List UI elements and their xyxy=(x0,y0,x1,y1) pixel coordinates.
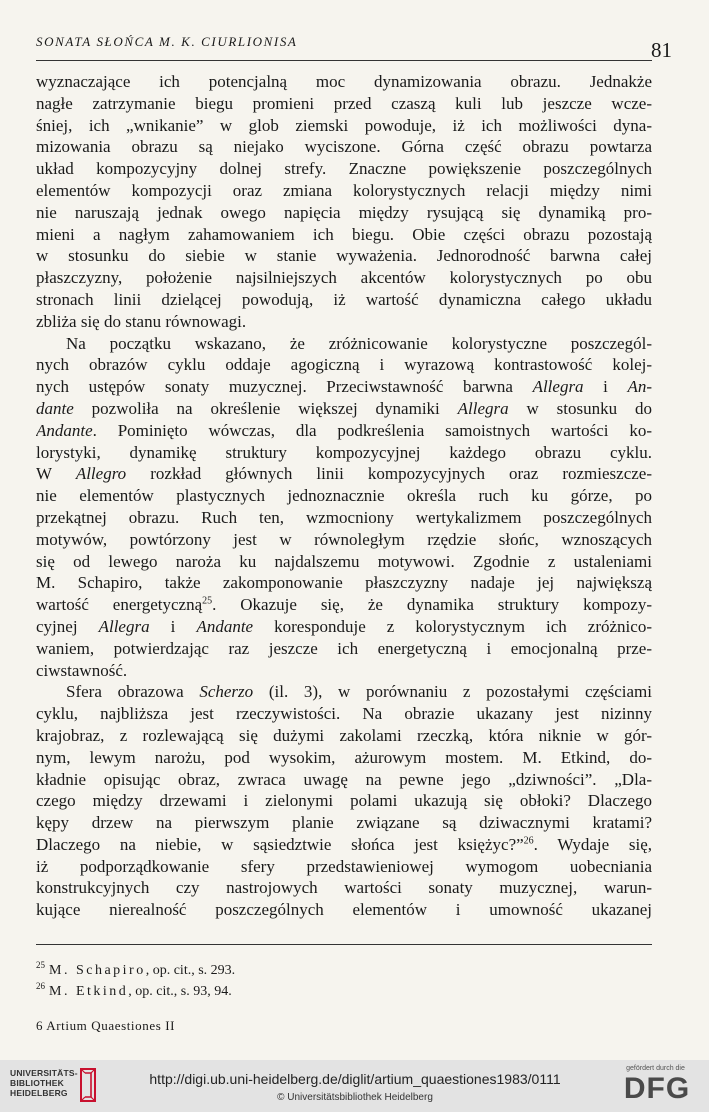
footnote-rule xyxy=(36,944,652,945)
text-line: Dlaczego na niebie, w sąsiedztwie słońca jest księżyc?”$^{26}$. Wydaje się, xyxy=(36,834,652,854)
text-line: płaszczyzny, położenie najsilniejszych akcentów kolorystycznych po obu xyxy=(36,268,652,288)
text-line: nym, lewym narożu, pod wysokim, ażurowym mostem. M. Etkind, do- xyxy=(36,747,652,767)
page-number: 81 xyxy=(651,38,672,62)
footnote: $^{26}$ M. Etkind, op. cit., s. 93, 94. xyxy=(36,981,232,999)
paragraph-start: Na początku wskazano, że zróżnicowanie kolorystyczne poszczegól- xyxy=(66,333,652,353)
footnote: $^{25}$ M. Schapiro, op. cit., s. 293. xyxy=(36,960,236,978)
body-text xyxy=(36,71,652,921)
text-line: konstrukcyjnych czy nastrojowych wartości sonaty muzycznej, warun- xyxy=(36,878,652,898)
text-line: iż podporządkowanie sfery przedstawieniowej wymogom uobecniania xyxy=(36,856,652,876)
text-line: cyjnej Allegra i Andante koresponduje z kolorystycznym ich zróżnico- xyxy=(36,616,652,636)
text-line: dante pozwoliła na określenie większej dynamiki Allegra w stosunku do xyxy=(36,398,652,418)
paragraph-start: Sfera obrazowa Scherzo (il. 3), w porównaniu z pozostałymi częściami xyxy=(66,682,652,702)
text-line: stronach linii dzielącej powodują, iż wartość dynamiczna całego układu xyxy=(36,289,652,309)
text-line: ciwstawność. xyxy=(36,660,128,680)
text-line: elementów kompozycji oraz zmiana kolorystycznych relacji między nimi xyxy=(36,180,652,200)
copyright-text: © Universitätsbibliothek Heidelberg xyxy=(277,1092,433,1103)
printer-signature: 6 Artium Quaestiones II xyxy=(36,1018,176,1033)
text-line: cyklu, najbliższa jest rzeczywistości. Na obrazie ukazany jest nizinny xyxy=(36,704,652,724)
text-line: mizowania obrazu są niejako wyciszone. Górna część obrazu powtarza xyxy=(36,137,652,157)
text-line: kujące nierealność poszczególnych elementów i umowność ukazanej xyxy=(36,900,652,920)
text-line: kępy drzew na pierwszym planie związane są dziwacznymi kratami? xyxy=(36,813,652,833)
text-line: M. Schapiro, także zakomponowanie płaszczyzny nadaje jej największą xyxy=(36,573,652,593)
text-line: mieni a nagłym zahamowaniem ich biegu. Obie części obrazu pozostają xyxy=(36,224,652,244)
text-line: Andante. Pominięto wówczas, dla podkreślenia samoistnych wartości ko- xyxy=(36,420,652,440)
text-line: układ kompozycyjny dolnej strefy. Znaczne powiększenie poszczególnych xyxy=(36,159,652,179)
funded-by-label: gefördert durch die xyxy=(626,1065,685,1072)
library-logo-icon xyxy=(77,1065,99,1105)
text-line: śniej, ich „wnikanie” w glob ziemski powoduje, iż ich możliwości dyna- xyxy=(36,115,652,135)
text-line: nych ustępów sonaty muzycznej. Przeciwstawność barwna Allegra i An- xyxy=(36,377,652,397)
text-line: się od lewego naroża ku najdalszemu motywowi. Zgodnie z ustaleniami xyxy=(36,551,652,571)
text-line: W Allegro rozkład głównych linii kompozycyjnych oraz rozmieszcze- xyxy=(36,464,652,484)
text-line: zbliża się do stanu równowagi. xyxy=(36,311,247,331)
text-line: czego między drzewami i zielonymi polami ukazują się obłoki? Dlaczego xyxy=(36,791,652,811)
library-logo-text: UNIVERSITÄTS- BIBLIOTHEK HEIDELBERG xyxy=(10,1068,78,1098)
text-line: nie naruszają jednak owego napięcia między rysującą się dynamiką pro- xyxy=(36,202,652,222)
text-line: wartość energetyczną$^{25}$. Okazuje się, że dynamika struktury kompozy- xyxy=(36,595,652,615)
dfg-logo: DFG xyxy=(623,1072,691,1105)
source-url-link[interactable]: http://digi.ub.uni-heidelberg.de/diglit/artium_quaestiones1983/0111 xyxy=(149,1071,561,1087)
footnote-ref: 25 xyxy=(202,595,213,607)
text-line: waniem, potwierdzając raz jeszcze ich energetyczną i emocjonalną prze- xyxy=(36,638,652,658)
text-line: krajobraz, z rozlewającą się dużymi zakolami rzeczką, która niknie w gór- xyxy=(36,725,652,745)
text-line: przekątnej obrazu. Ruch ten, wzmocniony wertykalizmem poszczególnych xyxy=(36,507,652,527)
text-line: motywów, powtórzony jest w równoległym rzędzie słońc, wznoszących xyxy=(36,529,652,549)
text-line: nagłe zatrzymanie biegu promieni przed czaszą kuli lub jeszcze wcze- xyxy=(36,93,652,113)
text-line: w stosunku do siebie w stanie wyważenia. Jednorodność barwna całej xyxy=(36,246,652,266)
footnotes xyxy=(36,960,652,1002)
running-head: SONATA SŁOŃCA M. K. CIURLIONISA xyxy=(36,34,298,49)
text-line: kładnie opisując obraz, zwraca uwagę na pewne jego „dziwności”. „Dla- xyxy=(36,769,652,789)
footnote-ref: 26 xyxy=(523,835,534,847)
text-line: wyznaczające ich potencjalną moc dynamizowania obrazu. Jednakże xyxy=(36,72,652,91)
text-line: nych obrazów cyklu oddaje agogiczną i wyrazową kontrastowość kolej- xyxy=(36,355,652,375)
header-rule xyxy=(36,60,652,61)
text-line: lorystyki, dynamikę struktury kompozycyjnej każdego obrazu cyklu. xyxy=(36,442,652,462)
text-line: nie elementów plastycznych jednoznacznie określa ruch ku górze, po xyxy=(36,486,652,506)
